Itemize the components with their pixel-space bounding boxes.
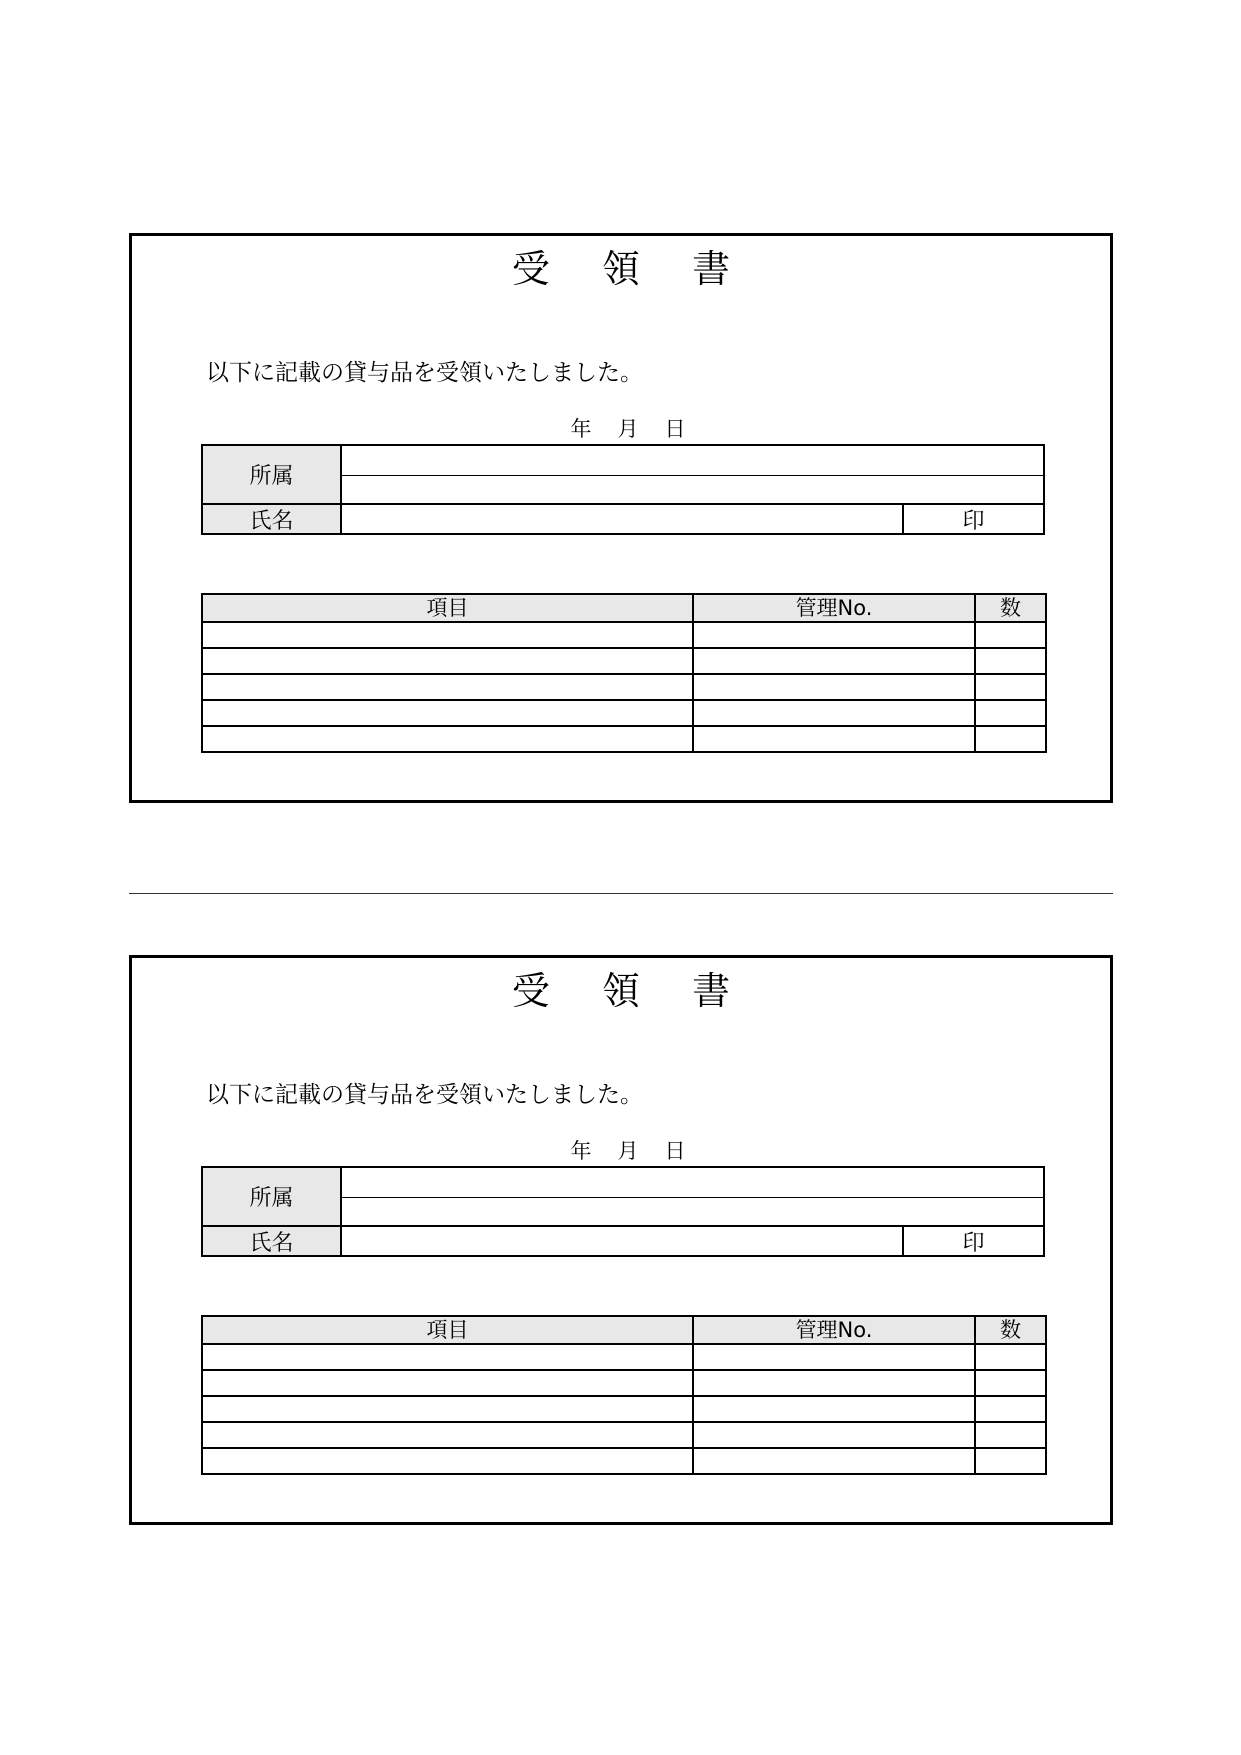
receipt-form-top — [129, 233, 1113, 803]
affiliation-divider — [342, 475, 1043, 476]
management-no-cell[interactable] — [693, 1344, 975, 1370]
header-management-no: 管理No. — [693, 594, 975, 622]
header-management-no: 管理No. — [693, 1316, 975, 1344]
item-cell[interactable] — [202, 1422, 693, 1448]
quantity-cell[interactable] — [975, 700, 1046, 726]
header-quantity: 数 — [975, 594, 1046, 622]
seal-label: 印 — [962, 1230, 985, 1256]
items-table — [201, 1315, 1047, 1475]
receipt-statement: 以下に記載の貸与品を受領いたしました。 — [206, 1082, 643, 1108]
affiliation-label: 所属 — [203, 1168, 342, 1227]
affiliation-field[interactable] — [342, 1168, 1043, 1227]
cut-line-divider — [129, 893, 1113, 894]
recipient-info — [201, 1166, 1045, 1257]
table-row — [202, 700, 1046, 726]
management-no-cell[interactable] — [693, 700, 975, 726]
name-field[interactable] — [342, 505, 904, 533]
item-cell[interactable] — [202, 674, 693, 700]
date-month-label: 月 — [617, 417, 639, 441]
header-item: 項目 — [202, 594, 693, 622]
form-title: 受 領 書 — [511, 969, 751, 1013]
item-cell[interactable] — [202, 1344, 693, 1370]
management-no-cell[interactable] — [693, 674, 975, 700]
quantity-cell[interactable] — [975, 726, 1046, 752]
table-row — [202, 1396, 1046, 1422]
management-no-cell[interactable] — [693, 1422, 975, 1448]
table-row — [202, 648, 1046, 674]
item-cell[interactable] — [202, 1396, 693, 1422]
affiliation-field[interactable] — [342, 446, 1043, 505]
item-cell[interactable] — [202, 1370, 693, 1396]
quantity-cell[interactable] — [975, 1344, 1046, 1370]
management-no-cell[interactable] — [693, 1370, 975, 1396]
table-row — [202, 1344, 1046, 1370]
quantity-cell[interactable] — [975, 1422, 1046, 1448]
date-year-label: 年 — [570, 417, 592, 441]
name-label: 氏名 — [203, 505, 342, 533]
table-row — [202, 726, 1046, 752]
quantity-cell[interactable] — [975, 648, 1046, 674]
items-header-row — [202, 594, 1046, 622]
affiliation-label: 所属 — [203, 446, 342, 505]
item-cell[interactable] — [202, 700, 693, 726]
header-item: 項目 — [202, 1316, 693, 1344]
quantity-cell[interactable] — [975, 622, 1046, 648]
table-row — [202, 674, 1046, 700]
management-no-cell[interactable] — [693, 648, 975, 674]
name-label: 氏名 — [203, 1227, 342, 1255]
quantity-cell[interactable] — [975, 674, 1046, 700]
item-cell[interactable] — [202, 648, 693, 674]
table-row — [202, 1422, 1046, 1448]
receipt-statement: 以下に記載の貸与品を受領いたしました。 — [206, 360, 643, 386]
affiliation-divider — [342, 1197, 1043, 1198]
management-no-cell[interactable] — [693, 1396, 975, 1422]
seal-label: 印 — [962, 508, 985, 534]
quantity-cell[interactable] — [975, 1396, 1046, 1422]
date-month-label: 月 — [617, 1139, 639, 1163]
form-title: 受 領 書 — [511, 247, 751, 291]
date-line — [132, 416, 1110, 442]
date-day-label: 日 — [664, 1139, 686, 1163]
table-row — [202, 1370, 1046, 1396]
item-cell[interactable] — [202, 726, 693, 752]
date-year-label: 年 — [570, 1139, 592, 1163]
date-day-label: 日 — [664, 417, 686, 441]
item-cell[interactable] — [202, 622, 693, 648]
management-no-cell[interactable] — [693, 622, 975, 648]
quantity-cell[interactable] — [975, 1370, 1046, 1396]
date-line — [132, 1138, 1110, 1164]
table-row — [202, 1448, 1046, 1474]
items-header-row — [202, 1316, 1046, 1344]
table-row — [202, 622, 1046, 648]
name-field[interactable] — [342, 1227, 904, 1255]
management-no-cell[interactable] — [693, 726, 975, 752]
items-table — [201, 593, 1047, 753]
item-cell[interactable] — [202, 1448, 693, 1474]
header-quantity: 数 — [975, 1316, 1046, 1344]
receipt-form-bottom — [129, 955, 1113, 1525]
quantity-cell[interactable] — [975, 1448, 1046, 1474]
recipient-info — [201, 444, 1045, 535]
management-no-cell[interactable] — [693, 1448, 975, 1474]
